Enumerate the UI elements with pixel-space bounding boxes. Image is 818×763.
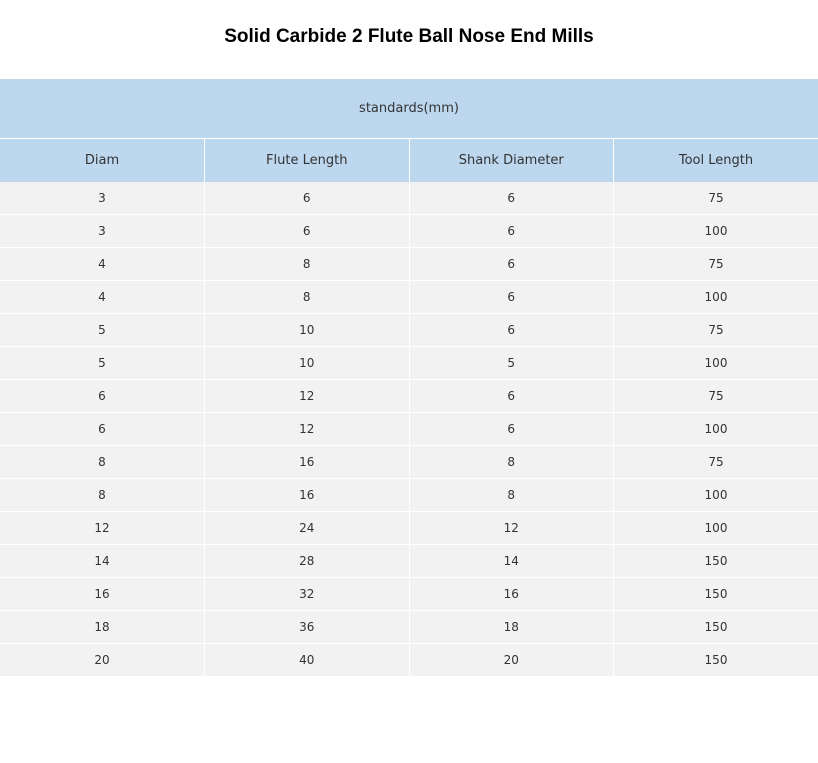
cell-flute-length: 24 [205, 512, 410, 545]
cell-diam: 12 [0, 512, 205, 545]
group-header-cell: standards(mm) [0, 79, 818, 139]
cell-shank-diameter: 6 [409, 314, 614, 347]
cell-diam: 8 [0, 446, 205, 479]
cell-diam: 5 [0, 314, 205, 347]
cell-tool-length: 100 [614, 512, 818, 545]
table-row [0, 413, 818, 446]
cell-shank-diameter: 6 [409, 182, 614, 215]
cell-flute-length: 6 [205, 182, 410, 215]
table-row [0, 446, 818, 479]
table-row [0, 182, 818, 215]
cell-diam: 4 [0, 248, 205, 281]
cell-shank-diameter: 8 [409, 479, 614, 512]
cell-shank-diameter: 20 [409, 644, 614, 677]
cell-shank-diameter: 16 [409, 578, 614, 611]
table-row [0, 611, 818, 644]
table-row [0, 512, 818, 545]
cell-flute-length: 40 [205, 644, 410, 677]
cell-diam: 14 [0, 545, 205, 578]
cell-diam: 5 [0, 347, 205, 380]
column-header-diam: Diam [0, 139, 205, 183]
page-title: Solid Carbide 2 Flute Ball Nose End Mills [224, 26, 594, 47]
cell-diam: 4 [0, 281, 205, 314]
cell-shank-diameter: 6 [409, 215, 614, 248]
cell-shank-diameter: 12 [409, 512, 614, 545]
cell-shank-diameter: 6 [409, 380, 614, 413]
cell-diam: 3 [0, 182, 205, 215]
table-row [0, 314, 818, 347]
table-row [0, 215, 818, 248]
cell-tool-length: 75 [614, 248, 818, 281]
cell-diam: 6 [0, 413, 205, 446]
table-row [0, 545, 818, 578]
cell-tool-length: 100 [614, 281, 818, 314]
spec-table [0, 79, 818, 677]
table-row [0, 347, 818, 380]
cell-flute-length: 16 [205, 479, 410, 512]
cell-diam: 3 [0, 215, 205, 248]
cell-tool-length: 150 [614, 578, 818, 611]
cell-flute-length: 8 [205, 248, 410, 281]
cell-flute-length: 10 [205, 347, 410, 380]
cell-tool-length: 75 [614, 446, 818, 479]
table-row [0, 578, 818, 611]
column-header-shank-diameter: Shank Diameter [409, 139, 614, 183]
cell-tool-length: 150 [614, 644, 818, 677]
table-group-header-row [0, 79, 818, 139]
cell-flute-length: 32 [205, 578, 410, 611]
cell-flute-length: 28 [205, 545, 410, 578]
cell-flute-length: 36 [205, 611, 410, 644]
cell-shank-diameter: 8 [409, 446, 614, 479]
table-row [0, 644, 818, 677]
cell-shank-diameter: 5 [409, 347, 614, 380]
cell-tool-length: 150 [614, 611, 818, 644]
cell-shank-diameter: 6 [409, 413, 614, 446]
cell-flute-length: 12 [205, 380, 410, 413]
cell-flute-length: 10 [205, 314, 410, 347]
column-header-tool-length: Tool Length [614, 139, 818, 183]
cell-flute-length: 16 [205, 446, 410, 479]
table-row [0, 479, 818, 512]
cell-diam: 16 [0, 578, 205, 611]
cell-tool-length: 75 [614, 314, 818, 347]
cell-diam: 18 [0, 611, 205, 644]
cell-diam: 6 [0, 380, 205, 413]
cell-tool-length: 100 [614, 347, 818, 380]
cell-shank-diameter: 18 [409, 611, 614, 644]
cell-tool-length: 100 [614, 479, 818, 512]
cell-shank-diameter: 14 [409, 545, 614, 578]
column-header-flute-length: Flute Length [205, 139, 410, 183]
cell-tool-length: 100 [614, 215, 818, 248]
cell-tool-length: 100 [614, 413, 818, 446]
cell-diam: 8 [0, 479, 205, 512]
cell-diam: 20 [0, 644, 205, 677]
table-row [0, 281, 818, 314]
table-row [0, 380, 818, 413]
cell-tool-length: 75 [614, 380, 818, 413]
cell-flute-length: 6 [205, 215, 410, 248]
cell-tool-length: 150 [614, 545, 818, 578]
cell-shank-diameter: 6 [409, 248, 614, 281]
cell-flute-length: 8 [205, 281, 410, 314]
cell-tool-length: 75 [614, 182, 818, 215]
cell-flute-length: 12 [205, 413, 410, 446]
table-row [0, 248, 818, 281]
cell-shank-diameter: 6 [409, 281, 614, 314]
table-header-row [0, 139, 818, 183]
